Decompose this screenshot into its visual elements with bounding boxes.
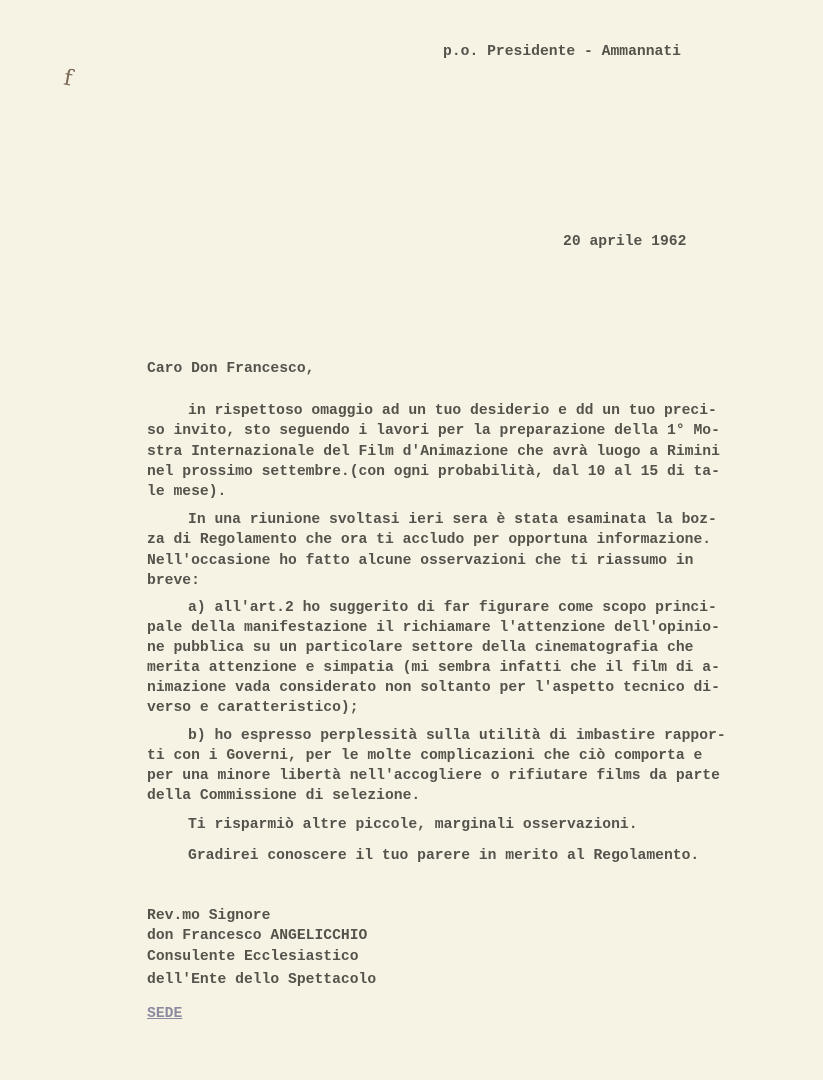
- date: 20 aprile 1962: [563, 234, 687, 250]
- body-line: ne pubblica su un particolare settore della cinematografia che: [147, 640, 694, 656]
- address-line: dell'Ente dello Spettacolo: [147, 972, 377, 988]
- body-line: In una riunione svoltasi ieri sera è stata esaminata la boz-: [188, 512, 717, 528]
- body-line: Nell'occasione ho fatto alcune osservazioni che ti riassumo in: [147, 552, 694, 569]
- body-line: per una minore libertà nell'accogliere o rifiutare films da parte: [147, 768, 720, 784]
- sede: SEDE: [147, 1006, 183, 1022]
- header-line: p.o. Presidente - Ammannati: [443, 44, 681, 60]
- body-line: in rispettoso omaggio ad un tuo desiderio e dd un tuo preci-: [188, 403, 717, 419]
- body-line: le mese).: [147, 484, 227, 501]
- body-line: ti con i Governi, per le molte complicazioni che ciò comporta e: [147, 748, 703, 764]
- body-line: Gradirei conoscere il tuo parere in merito al Regolamento.: [188, 848, 700, 864]
- body-line: a) all'art.2 ho suggerito di far figurare come scopo princi-: [188, 600, 717, 616]
- body-line: pale della manifestazione il richiamare l'attenzione dell'opinio-: [147, 620, 720, 636]
- body-line: della Commissione di selezione.: [147, 788, 421, 804]
- body-line: stra Internazionale del Film d'Animazione che avrà luogo a Rimini: [147, 443, 720, 460]
- address-line: Consulente Ecclesiastico: [147, 949, 359, 965]
- body-line: breve:: [147, 572, 200, 589]
- salutation: Caro Don Francesco,: [147, 361, 315, 377]
- body-line: nimazione vada considerato non soltanto per l'aspetto tecnico di-: [147, 680, 720, 696]
- address-line: Rev.mo Signore: [147, 908, 271, 924]
- body-line: b) ho espresso perplessità sulla utilità di imbastire rappor-: [188, 728, 726, 744]
- body-line: nel prossimo settembre.(con ogni probabilità, dal 10 al 15 di ta-: [147, 463, 720, 480]
- body-line: so invito, sto seguendo i lavori per la preparazione della 1° Mo-: [147, 423, 720, 440]
- body-line: verso e caratteristico);: [147, 700, 359, 716]
- body-line: Ti risparmiò altre piccole, marginali osservazioni.: [188, 817, 638, 833]
- address-line: don Francesco ANGELICCHIO: [147, 928, 368, 944]
- margin-handwritten-mark: f: [61, 65, 75, 92]
- body-line: za di Regolamento che ora ti accludo per opportuna informazione.: [147, 532, 712, 549]
- body-line: merita attenzione e simpatia (mi sembra infatti che il film di a-: [147, 660, 720, 676]
